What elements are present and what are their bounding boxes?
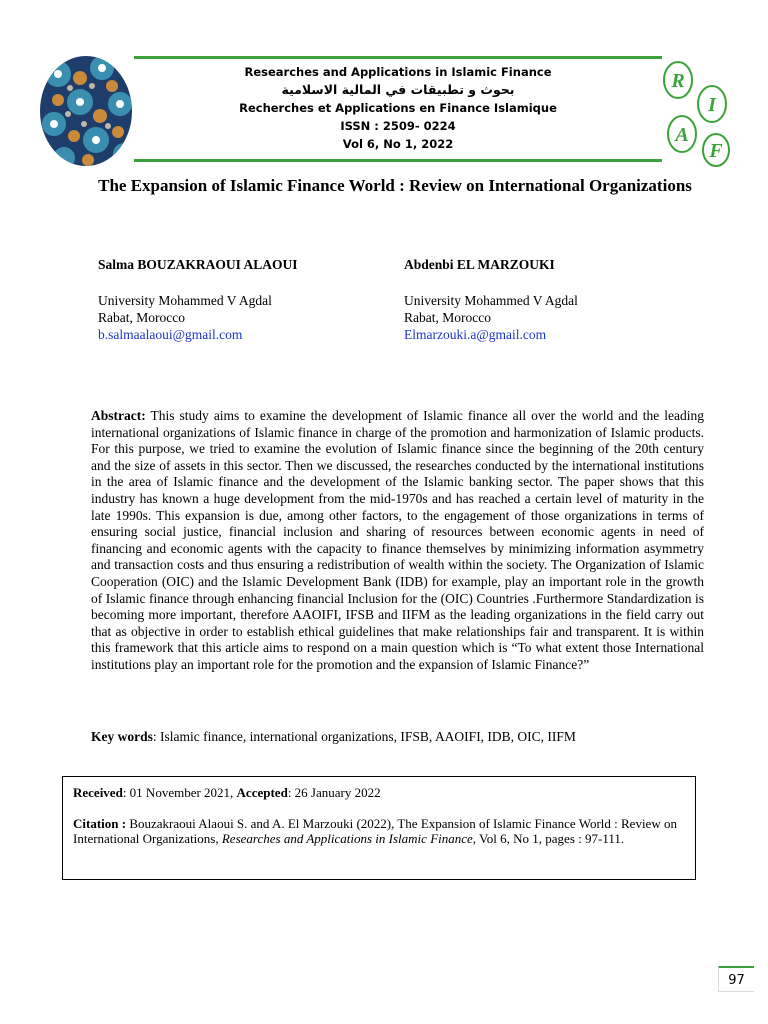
author-location: Rabat, Morocco [98,310,185,325]
author-affiliation: University Mohammed V Agdal [404,293,578,308]
author-block [404,256,694,343]
abstract [91,408,704,674]
author-block [98,256,388,343]
abstract-label: Abstract: [91,408,146,423]
citation [73,816,685,847]
journal-title-french: Recherches et Applications en Finance Islamique [239,101,557,115]
logo-letter: I [708,94,716,116]
author-name: Salma BOUZAKRAOUI ALAOUI [98,257,298,272]
logo-letter: F [709,140,723,162]
journal-header [134,56,662,162]
author-email-link[interactable]: b.salmaalaoui@gmail.com [98,327,243,342]
citation-label: Citation : [73,815,127,831]
author-affiliation: University Mohammed V Agdal [98,293,272,308]
abstract-text: This study aims to examine the development of Islamic finance all over the world and the leading international organizations of Islamic finance in charge of the promotion and harmonization of Islamic products. For this purpose, we tried to examine the evolution of Islamic finance since the beginning of the 20th century and the size of assets in this sector. Then we discussed, the researches conducted by the international institutions in the area of Islamic finance and the development of the Islamic banking sector. The paper shows that this industry has known a huge development from the mid-1970s and has reached a certain level of maturity in the late 1990s. This expansion is due, among other factors, to the engagement of those organizations in terms of ensuring social justice, financial inclusion and sharing of resources between economic agents in need of financing and economic agents with the capacity to finance themselves by minimizing information asymmetry and transaction costs and thus ensuring a redistribution of wealth within the society. The Organization of Islamic Cooperation (OIC) and the Islamic Development Bank (IDB) for example, play an important role in the growth of Islamic finance through enhancing financial Inclusion for the (OIC) Countries .Furthermore Standardization is becoming more important, therefore AAOIFI, IFSB and IIFM as the leading organizations in the field carry out that as objective in order to establish ethical guidelines that make relationships fair and transparent. It is within this framework that this article aims to respond on a main question which is “To what extent those International institutions play an important role for the promotion and the expansion of Islamic Finance?” [91,408,704,672]
paper-title: The Expansion of Islamic Finance World : Review on International Organizations [98,176,692,195]
journal-title-english: Researches and Applications in Islamic Finance [244,65,552,79]
received-date: : 01 November 2021, [122,785,237,800]
accepted-label: Accepted [236,785,288,800]
journal-mosaic-logo [38,54,134,168]
keywords-text: : Islamic finance, international organizations, IFSB, AAOIFI, IDB, OIC, IIFM [152,729,576,744]
journal-title-arabic: بحوث و تطبيقات في المالية الاسلامية [281,82,515,97]
author-name: Abdenbi EL MARZOUKI [404,257,555,272]
citation-text: Bouzakraoui Alaoui S. and A. El Marzouki (2022), The Expansion of Islamic Finance World : Review on International Organizations, [73,815,677,846]
accepted-date: : 26 January 2022 [287,785,381,800]
received-line [73,785,685,801]
citation-box [62,776,696,880]
riaf-logo [660,58,734,168]
journal-issn: ISSN : 2509- 0224 [340,119,456,133]
citation-journal: Researches and Applications in Islamic Finance [221,831,473,846]
journal-volume: Vol 6, No 1, 2022 [342,137,454,151]
keywords-label: Key words [91,729,153,744]
logo-letter: R [671,70,685,92]
page-number: 97 [718,966,754,992]
logo-letter: A [675,124,689,146]
citation-pages: , Vol 6, No 1, pages : 97-111. [472,831,625,846]
author-email-link[interactable]: Elmarzouki.a@gmail.com [404,327,547,342]
received-label: Received [73,785,123,800]
keywords [91,728,704,745]
author-location: Rabat, Morocco [404,310,491,325]
